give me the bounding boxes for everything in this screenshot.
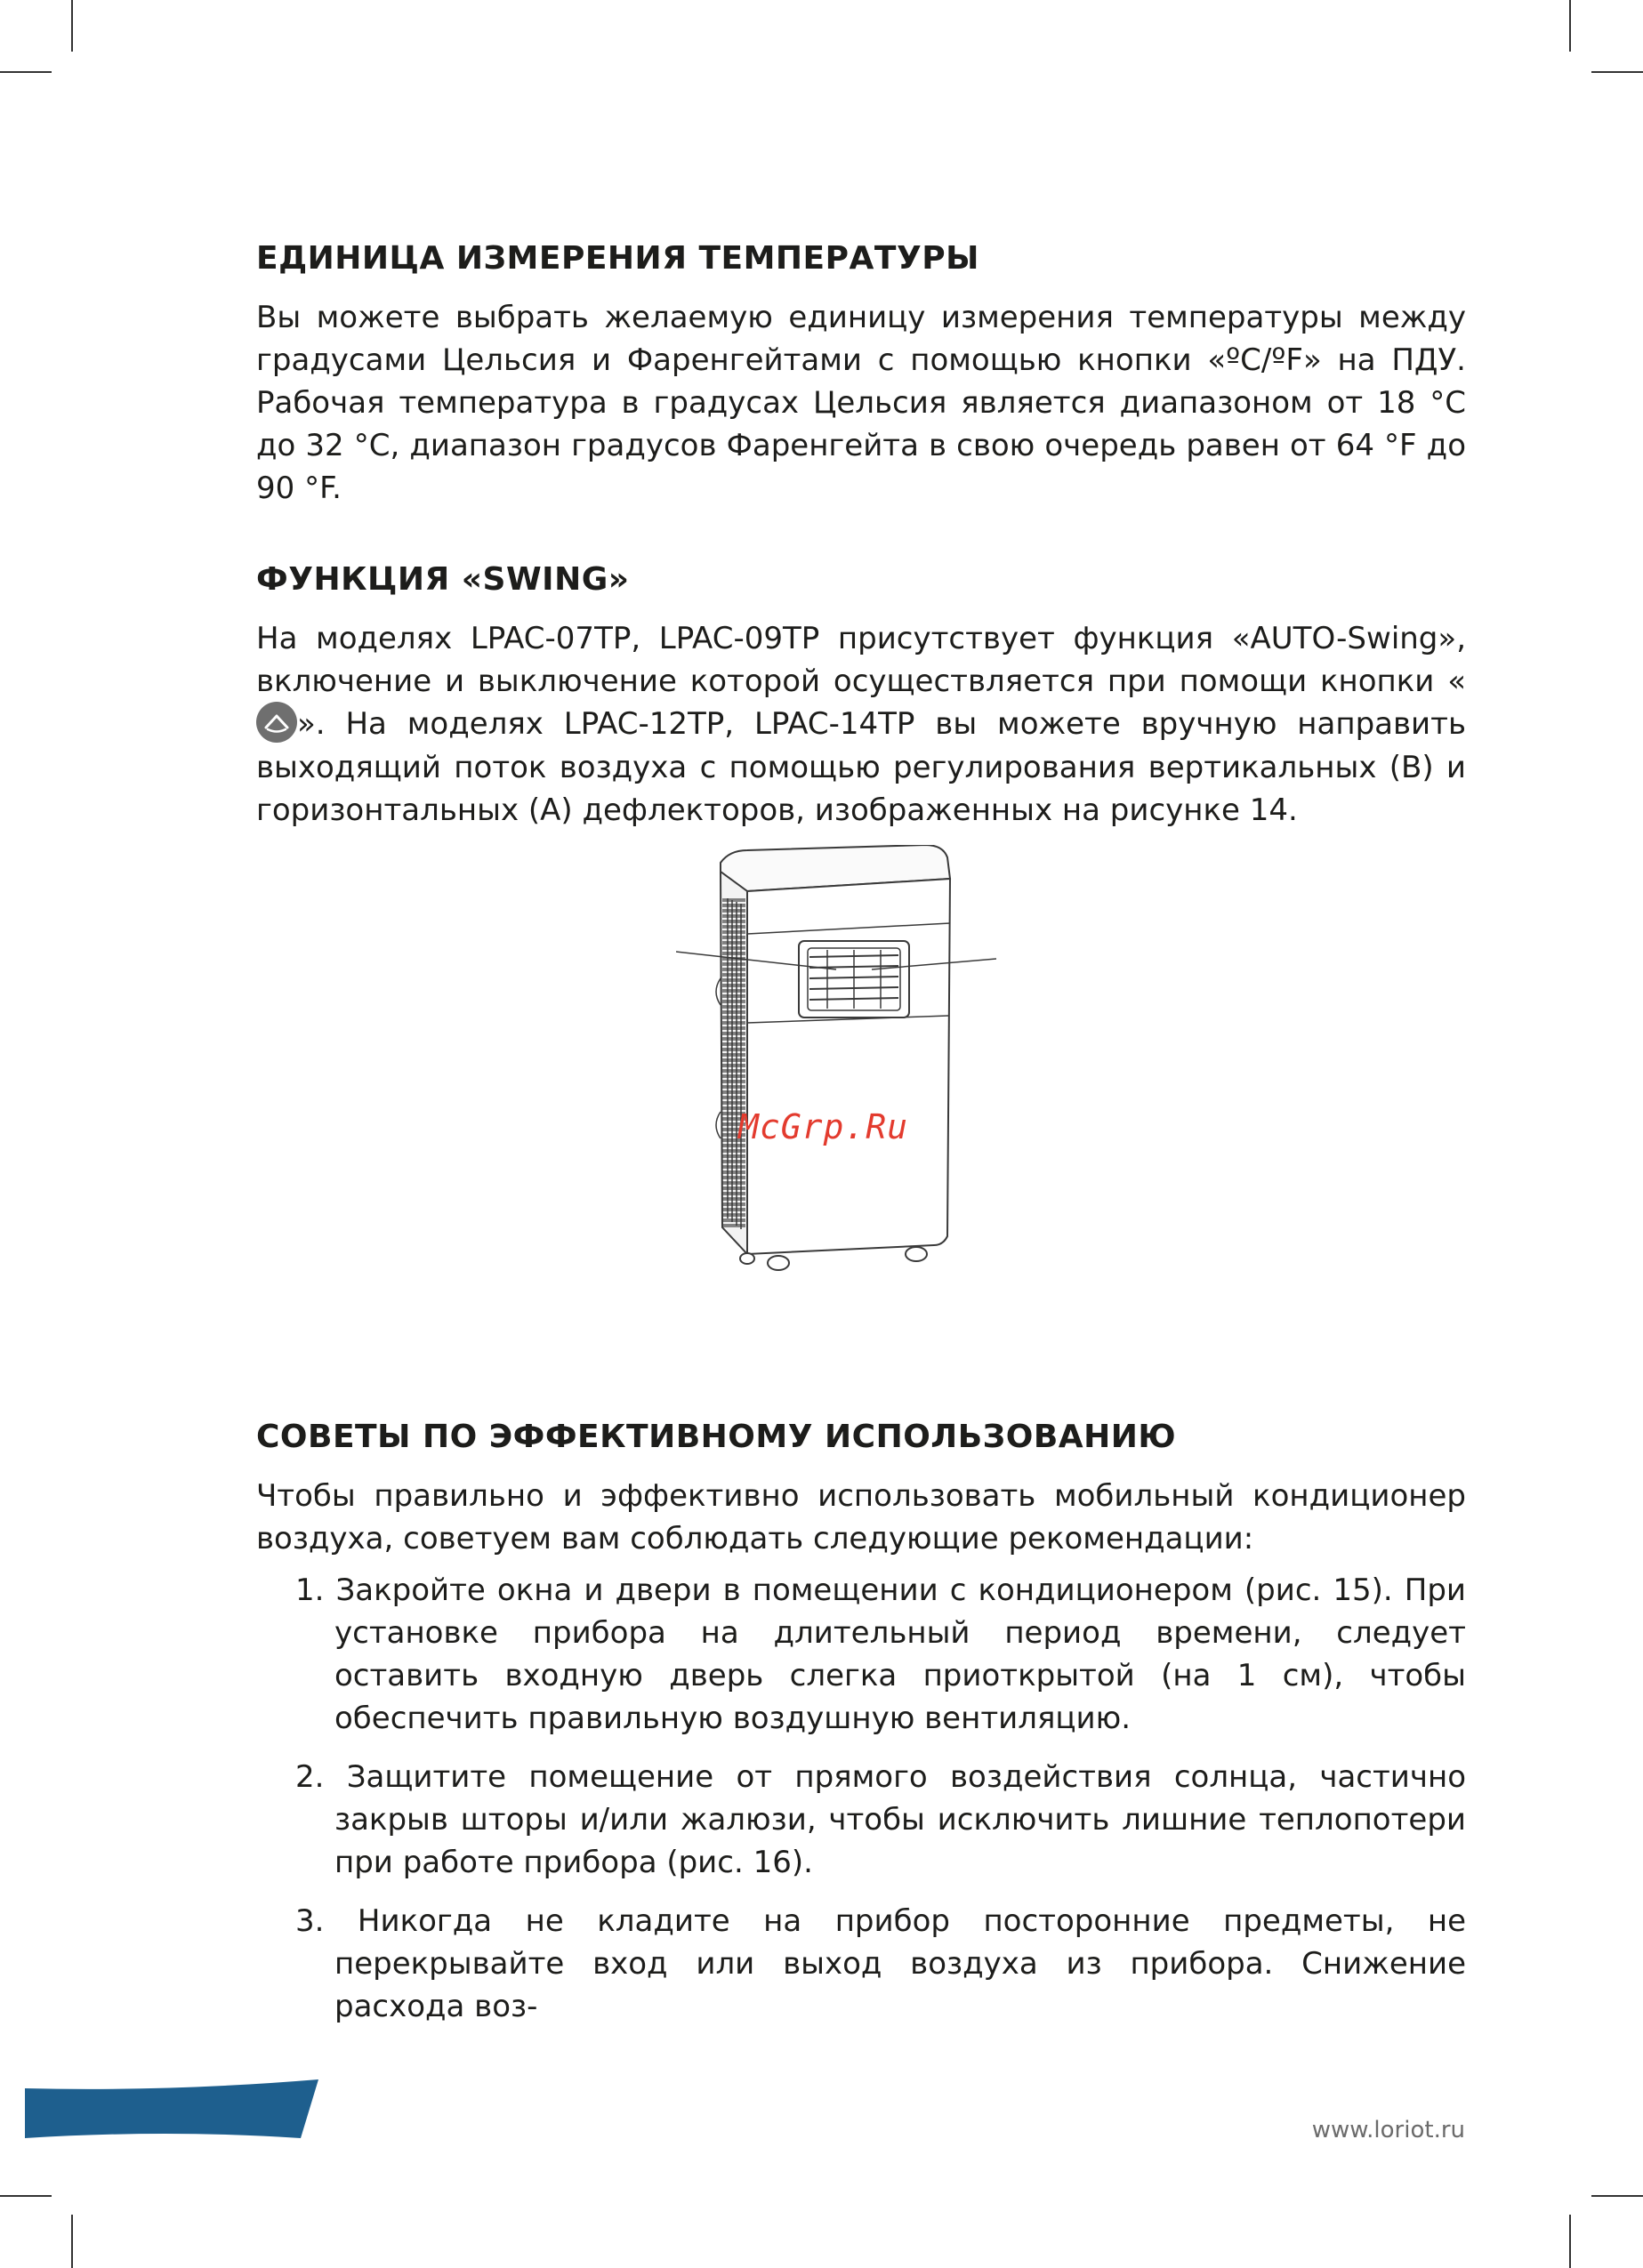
crop-mark <box>0 2195 52 2197</box>
section-title-temperature-units: ЕДИНИЦА ИЗМЕРЕНИЯ ТЕМПЕРАТУРЫ <box>256 240 979 277</box>
footer-website-url[interactable]: www.loriot.ru <box>1311 2117 1465 2143</box>
tips-intro-paragraph: Чтобы правильно и эффективно использовать мобильный кондиционер воздуха, советуем вам соблюдать следующие рекомендации: <box>256 1477 1466 1556</box>
tip-item-2: 2. Защитите помещение от прямого воздействия солнца, частично закрыв шторы и/или жалюзи, чтобы исключить лишние теплопотери при работе прибора (рис. 16). <box>295 1758 1466 1880</box>
swing-button-icon <box>256 702 297 743</box>
crop-mark <box>71 2215 73 2268</box>
crop-mark <box>0 71 52 73</box>
crop-mark <box>1591 2195 1643 2197</box>
brand-stripe <box>25 2079 318 2142</box>
crop-mark <box>1591 71 1643 73</box>
swing-text-part-2: ». На моделях LPAC-12TP, LPAC-14TP вы можете вручную направить выходящий поток воздуха с помощью регулирования вертикальных (В) и горизонтальных (А) дефлекторов, изображенных на рисунке 14. <box>256 706 1466 828</box>
tips-list <box>256 1569 1466 2028</box>
section-title-swing: ФУНКЦИЯ «SWING» <box>256 561 630 598</box>
portable-air-conditioner-illustration <box>676 845 996 1281</box>
crop-mark <box>1569 2215 1571 2268</box>
tip-item-1: 1. Закройте окна и двери в помещении с кондиционером (рис. 15). При установке прибора на длительный период времени, следует оставить входную дверь слегка приоткрытой (на 1 см), чтобы обеспечить правильную воздушную вентиляцию. <box>295 1572 1466 1736</box>
tip-item-3: 3. Никогда не кладите на прибор посторонние предметы, не перекрывайте вход или выход воздуха из прибора. Снижение расхода воз- <box>295 1902 1466 2024</box>
swing-text-part-1: На моделях LPAC-07TP, LPAC-09TP присутствует функция «AUTO-Swing», включение и выключение которой осуществляется при помощи кнопки « <box>256 621 1466 699</box>
temperature-units-paragraph: Вы можете выбрать желаемую единицу измерения температуры между градусами Цельсия и Фаренгейтами с помощью кнопки «ºC/ºF» на ПДУ. Рабочая температура в градусах Цельсия является диапазоном от 18 °C до 32 °C, диапазон градусов Фаренгейта в свою очередь равен от 64 °F до 90 °F. <box>256 300 1466 506</box>
crop-mark <box>1569 0 1571 52</box>
crop-mark <box>71 0 73 52</box>
section-title-tips: СОВЕТЫ ПО ЭФФЕКТИВНОМУ ИСПОЛЬЗОВАНИЮ <box>256 1418 1177 1455</box>
watermark-text: McGrp.Ru <box>738 1107 909 1146</box>
swing-paragraph <box>256 617 1466 832</box>
